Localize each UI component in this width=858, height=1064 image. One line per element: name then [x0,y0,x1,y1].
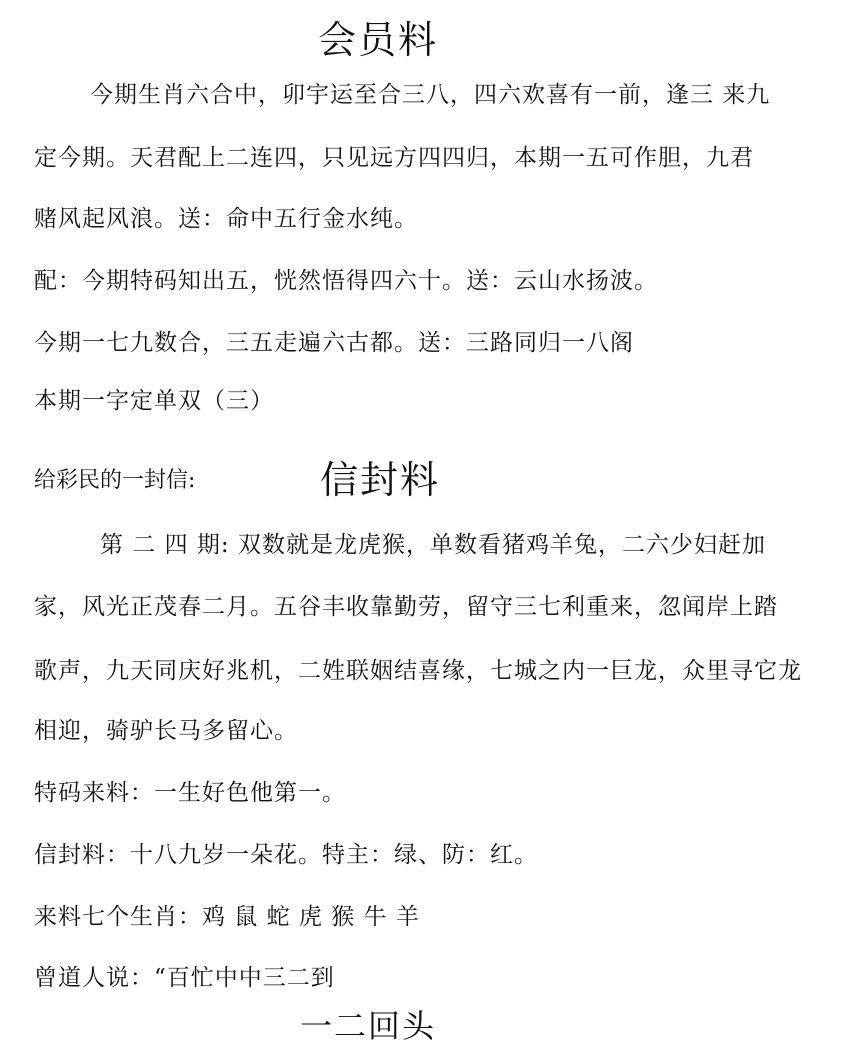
envelope-text-line-2: 家，风光正茂春二月。五谷丰收靠勤劳，留守三七利重来，忽闻岸上踏 [34,594,778,620]
envelope-text-line-3: 歌声，九天同庆好兆机，二姓联姻结喜缘，七城之内一巨龙，众里寻它龙 [34,658,802,684]
member-text-line-1: 今期生肖六合中，卯宇运至合三八，四六欢喜有一前，逢三 来九 [90,82,771,108]
member-text-line-4: 配：今期特码知出五，恍然悟得四六十。送：云山水扬波。 [34,268,658,294]
envelope-text-line-5: 特码来料：一生好色他第一。 [34,780,346,806]
envelope-text-line-8: 曾道人说：“百忙中中三二到 [34,965,335,991]
member-section-title: 会员料 [318,18,439,62]
envelope-text-line-4: 相迎，骑驴长马多留心。 [34,718,298,744]
envelope-section-title: 信封料 [320,458,441,502]
envelope-text-line-6: 信封料：十八九岁一朵花。特主：绿、防：红。 [34,842,538,868]
envelope-text-line-7: 来料七个生肖：鸡 鼠 蛇 虎 猴 牛 羊 [34,904,420,930]
member-text-line-2: 定今期。天君配上二连四，只见远方四四归，本期一五可作胆，九君 [34,145,754,171]
member-text-line-5: 今期一七九数合，三五走遍六古都。送：三路同归一八阁 [34,330,634,356]
letter-intro-label: 给彩民的一封信: [34,468,196,493]
envelope-text-line-1: 第 二 四 期: 双数就是龙虎猴，单数看猪鸡羊兔，二六少妇赶加 [100,532,766,558]
closing-phrase: 一二回头 [300,1007,437,1045]
member-text-line-6: 本期一字定单双（三） [34,388,274,414]
member-text-line-3: 赌风起风浪。送：命中五行金水纯。 [34,206,418,232]
